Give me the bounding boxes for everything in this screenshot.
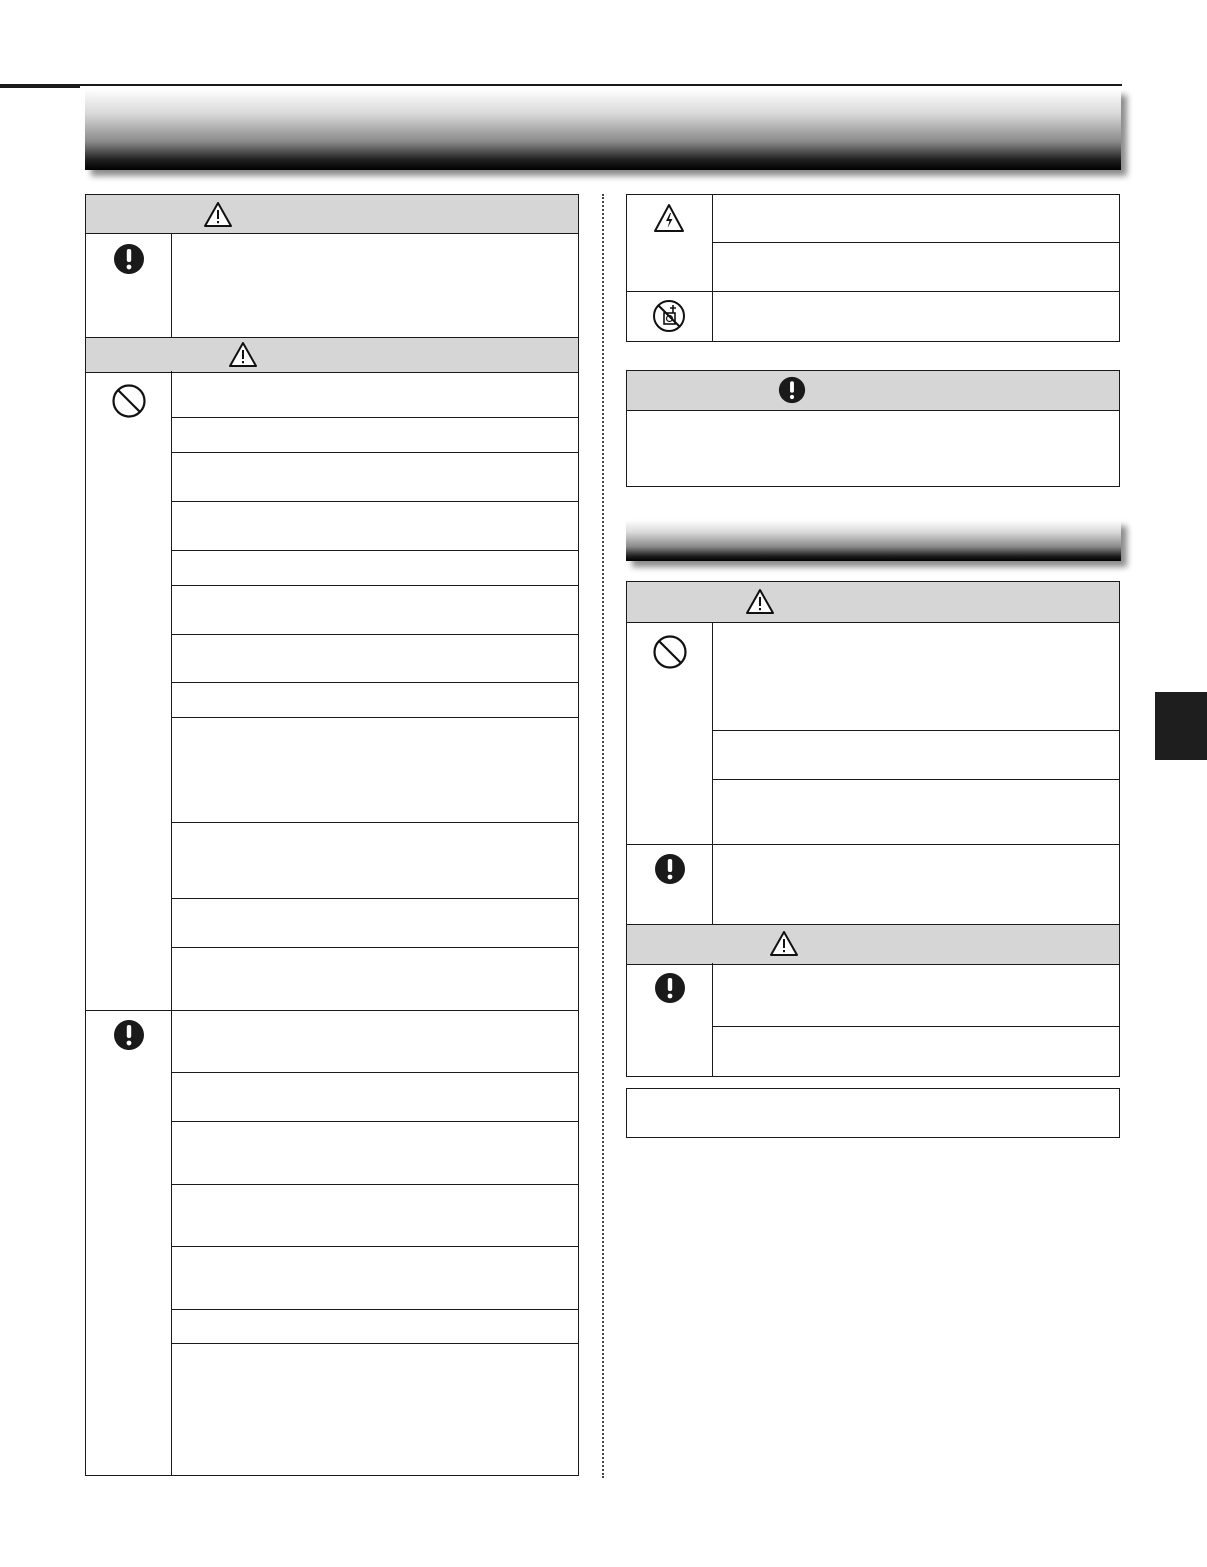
column-divider (602, 194, 604, 1478)
row-divider (171, 1309, 578, 1310)
exclamation-circle-icon (778, 376, 806, 404)
icon-column-mandatory-2 (627, 844, 713, 924)
notice-header (627, 371, 1119, 411)
icon-column-electric (627, 195, 713, 292)
right-safety-table (626, 581, 1120, 1077)
row-divider (712, 291, 1119, 292)
icon-column-mandatory-3 (627, 963, 713, 1077)
row-divider (171, 1184, 578, 1185)
exclamation-circle-icon (113, 1019, 145, 1051)
warning-header-1 (86, 195, 578, 234)
row-divider (712, 730, 1119, 731)
electric-shock-icon (653, 203, 685, 233)
warning-triangle-icon (769, 930, 799, 957)
row-divider (712, 1026, 1119, 1027)
notice-box (626, 370, 1120, 487)
warning-header-4 (627, 924, 1119, 965)
row-divider (712, 242, 1119, 243)
warning-triangle-icon (745, 587, 775, 615)
row-divider (712, 779, 1119, 780)
exclamation-circle-icon (654, 853, 686, 885)
icon-column-prohibited-2 (627, 622, 713, 845)
section-tab (1155, 692, 1207, 760)
left-safety-table (85, 194, 579, 1476)
prohibition-icon (111, 383, 147, 419)
warning-triangle-icon (228, 341, 258, 368)
no-water-icon (652, 299, 686, 333)
icon-column-1 (86, 233, 172, 337)
row-divider (171, 417, 578, 418)
row-divider (171, 634, 578, 635)
exclamation-circle-icon (113, 243, 145, 275)
title-banner (85, 89, 1121, 170)
row-divider (171, 1072, 578, 1073)
footnote-box (626, 1088, 1120, 1138)
electrical-hazard-table (626, 194, 1120, 342)
row-divider (171, 717, 578, 718)
row-divider (171, 1343, 578, 1344)
row-divider (171, 682, 578, 683)
prohibition-icon (652, 634, 688, 670)
row-divider (86, 1010, 578, 1011)
row-divider (171, 501, 578, 502)
row-divider (171, 898, 578, 899)
warning-triangle-icon (203, 200, 233, 228)
icon-column-prohibited (86, 371, 172, 1011)
warning-header-2 (86, 337, 578, 373)
section-banner (626, 520, 1121, 561)
row-divider (171, 947, 578, 948)
row-divider (171, 1246, 578, 1247)
row-divider (171, 822, 578, 823)
warning-header-3 (627, 582, 1119, 623)
exclamation-circle-icon (654, 972, 686, 1004)
row-divider (171, 585, 578, 586)
row-divider (171, 452, 578, 453)
row-divider (171, 1121, 578, 1122)
top-rule (0, 84, 1122, 86)
top-rule-accent (0, 84, 80, 88)
icon-column-mandatory (86, 1010, 172, 1476)
row-divider (171, 550, 578, 551)
row-divider (627, 844, 1119, 845)
icon-column-no-water (627, 291, 713, 342)
